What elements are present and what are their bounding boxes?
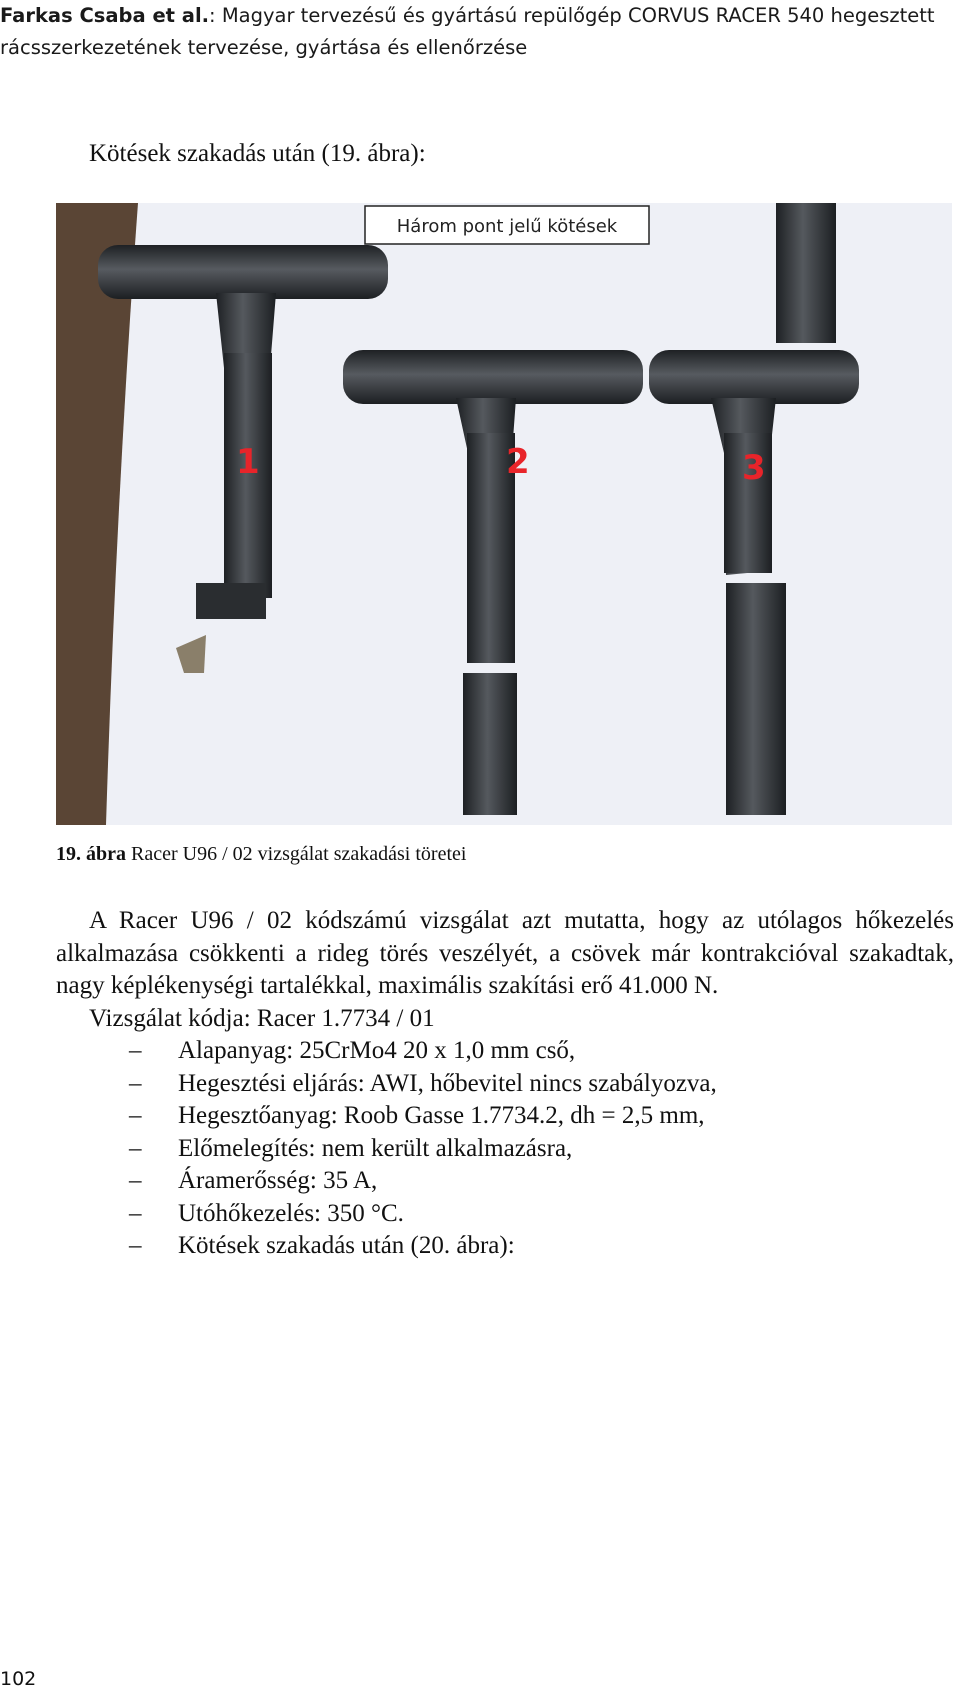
label-box-text: Három pont jelű kötések: [396, 216, 618, 237]
list-item: – Alapanyag: 25CrMo4 20 x 1,0 mm cső,: [56, 1035, 954, 1068]
list-item: – Hegesztési eljárás: AWI, hőbevitel nincs szabályozva,: [56, 1068, 954, 1101]
list-item: – Áramerősség: 35 A,: [56, 1165, 954, 1198]
list-item: – Kötések szakadás után (20. ábra):: [56, 1230, 954, 1263]
figure-19-photo: [56, 203, 952, 825]
intro-text: Kötések szakadás után (19. ábra):: [89, 140, 426, 167]
header-authors: Farkas Csaba et al.: [0, 4, 210, 27]
list-dash: –: [129, 1102, 142, 1129]
header-title: : Magyar tervezésű és gyártású repülőgép CORVUS RACER 540 hegesztett rácsszerkezetének tervezése, gyártása és ellenőrzése: [0, 4, 935, 59]
list-item: – Hegesztőanyag: Roob Gasse 1.7734.2, dh = 2,5 mm,: [56, 1100, 954, 1133]
running-header: [0, 0, 958, 64]
list-dash: –: [129, 1069, 142, 1097]
caption-text: Racer U96 / 02 vizsgálat szakadási töretei: [131, 843, 467, 865]
list-dash: –: [129, 1232, 142, 1259]
figure-caption: [56, 843, 466, 866]
test-code: Vizsgálat kódja: Racer 1.7734 / 01: [89, 1004, 435, 1032]
marker-1: 1: [236, 442, 260, 482]
marker-3: 3: [742, 448, 766, 488]
marker-2: 2: [506, 442, 530, 482]
list-dash: –: [129, 1167, 142, 1194]
list-dash: –: [129, 1134, 142, 1162]
list-dash: –: [129, 1199, 142, 1227]
caption-number: 19. ábra: [56, 843, 126, 865]
parameter-list: [56, 1035, 954, 1263]
body-paragraph: A Racer U96 / 02 kódszámú vizsgálat azt mutatta, hogy az utólagos hőkezelés alkalmazása csökkenti a rideg törés veszélyét, a csövek már kontrakcióval szakadtak, nagy képlékenységi tartalékkal, maximális szakítási erő 41.000 N.: [56, 907, 954, 999]
list-dash: –: [129, 1037, 142, 1064]
list-item: – Utóhőkezelés: 350 °C.: [56, 1198, 954, 1231]
body-text: [56, 905, 954, 1263]
page-number: 102: [0, 1668, 37, 1690]
list-item: – Előmelegítés: nem került alkalmazásra,: [56, 1133, 954, 1166]
